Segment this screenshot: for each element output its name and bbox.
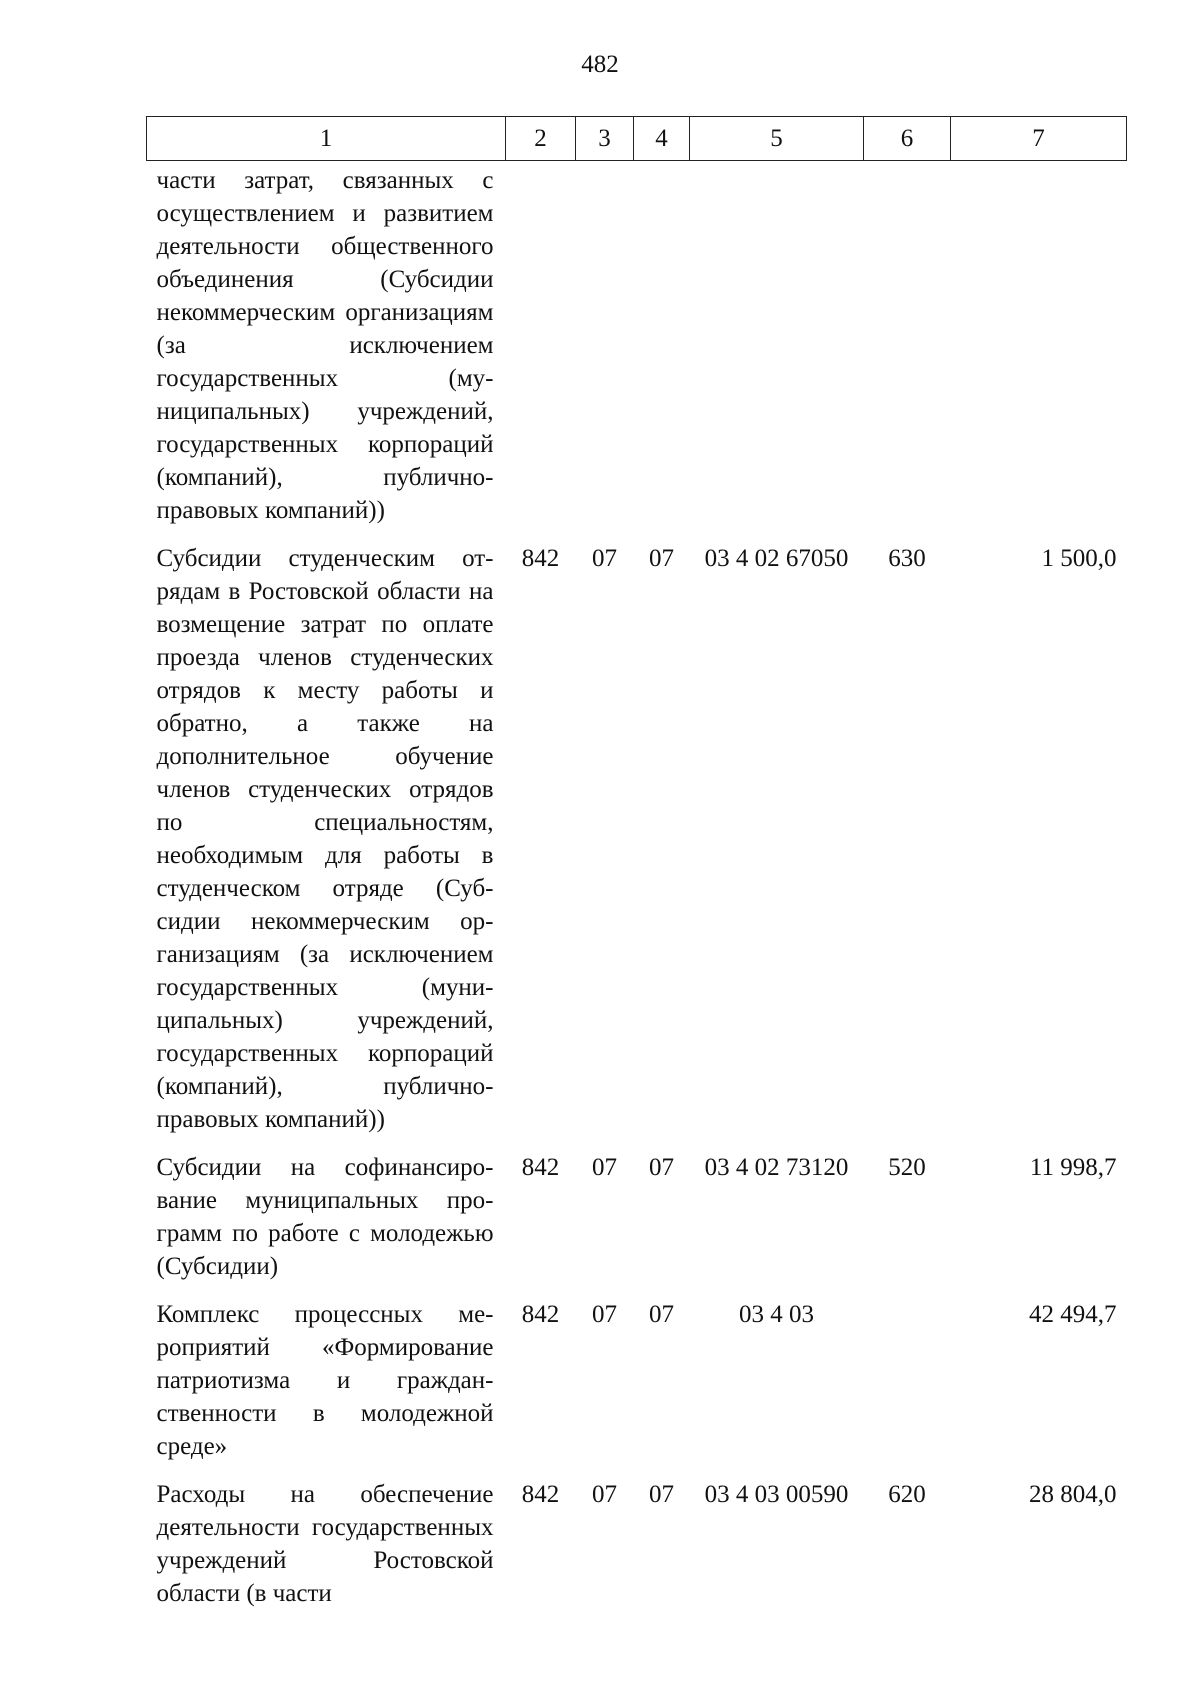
row-description: Субсидии студенческим отрядам в Ростовской области на возмещение затрат по оплате проезда членов студенческих отрядов к месту работы и обратно, а также на дополнительное обучение членов студенческих отрядов по специальностям, необходимым для работы в студенческом отряде (Субсидии некоммерческим организациям (за исключением государственных (муниципальных) учреждений, государственных корпораций (компаний), публично-правовых компаний)) (156, 545, 494, 1133)
row-subsection-code: 07 (649, 545, 674, 572)
row-target-article: 03 4 02 67050 (704, 545, 849, 572)
row-amount: 42 494,7 (1029, 1301, 1117, 1328)
column-header-3: 3 (576, 117, 634, 161)
row-section-code: 07 (592, 1301, 617, 1328)
row-subsection-code (634, 161, 690, 540)
budget-table (146, 116, 1127, 1620)
row-target-article: 03 4 03 (739, 1301, 814, 1328)
row-description: части затрат, связанных с осуществлением и развитием деятельности общественного объединения (Субсидии некоммерческим организациям (за исключением государственных (муниципальных) учреждений, государственных корпораций (компаний), публично-правовых компаний)) (156, 167, 494, 524)
column-header-7: 7 (951, 117, 1127, 161)
row-ministry-code: 842 (521, 1301, 560, 1328)
table-row (147, 1295, 1127, 1475)
column-header-4: 4 (634, 117, 690, 161)
row-ministry-code: 842 (521, 1481, 560, 1508)
row-amount: 11 998,7 (1029, 1154, 1117, 1181)
row-target-article (690, 161, 864, 540)
row-section-code (576, 161, 634, 540)
row-expense-type (864, 161, 951, 540)
row-section-code: 07 (592, 545, 617, 572)
table-row (147, 1475, 1127, 1620)
row-expense-type: 620 (888, 1481, 926, 1508)
row-amount (951, 161, 1127, 540)
table-row (147, 161, 1127, 540)
table-row (147, 539, 1127, 1148)
row-amount: 1 500,0 (1041, 545, 1117, 572)
row-target-article: 03 4 03 00590 (704, 1481, 849, 1508)
row-expense-type: 630 (888, 545, 926, 572)
page-number: 482 (581, 51, 619, 78)
header-row (147, 117, 1127, 161)
row-ministry-code (506, 161, 576, 540)
row-expense-type: 520 (888, 1154, 926, 1181)
column-header-6: 6 (864, 117, 951, 161)
row-subsection-code: 07 (649, 1481, 674, 1508)
row-description: Комплекс процессных мероприятий «Формирование патриотизма и гражданственности в молодежной среде» (156, 1301, 494, 1460)
table-row (147, 1148, 1127, 1295)
row-section-code: 07 (592, 1154, 617, 1181)
row-expense-type (864, 1295, 951, 1475)
column-header-2: 2 (506, 117, 576, 161)
row-subsection-code: 07 (649, 1154, 674, 1181)
row-description: Субсидии на софинансирование муниципальных программ по работе с молодежью (Субсидии) (156, 1154, 494, 1280)
row-description: Расходы на обеспечение деятельности государственных учреждений Ростовской области (в части (156, 1481, 494, 1607)
row-target-article: 03 4 02 73120 (704, 1154, 849, 1181)
column-header-5: 5 (690, 117, 864, 161)
table-header (147, 117, 1127, 161)
column-header-1: 1 (147, 117, 506, 161)
table-body (147, 161, 1127, 1621)
budget-table-container (146, 116, 1126, 1620)
row-section-code: 07 (592, 1481, 617, 1508)
row-ministry-code: 842 (521, 1154, 560, 1181)
row-subsection-code: 07 (649, 1301, 674, 1328)
row-ministry-code: 842 (521, 545, 560, 572)
row-amount: 28 804,0 (1029, 1481, 1117, 1508)
